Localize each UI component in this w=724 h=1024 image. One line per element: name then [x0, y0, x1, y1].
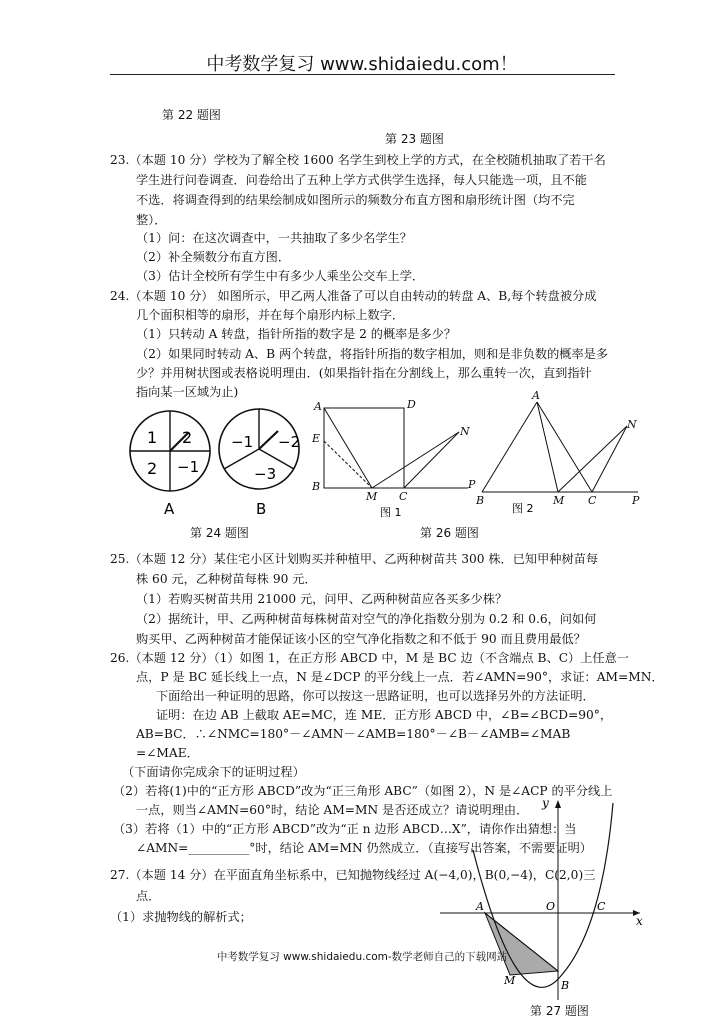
caption-fig26: 第 26 题图 [420, 526, 479, 540]
spinner-a [130, 411, 210, 518]
q26-sub3a: （3）若将（1）中的“正方形 ABCD”改为“正 n 边形 ABCD…X”，请你作出猜想：当 [113, 822, 577, 836]
q23-sub1: （1）问：在这次调查中，一共抽取了多少名学生？ [136, 231, 412, 245]
spinner-b-num2: −2 [278, 433, 301, 451]
spinner-b-num1: −1 [231, 433, 254, 451]
q24-line2: 几个面积相等的扇形，并在每个扇形内标上数字． [136, 308, 405, 322]
svg-text:C: C [597, 900, 606, 913]
q24-sub1: （1）只转动 A 转盘，指针所指的数字是 2 的概率是多少？ [136, 327, 457, 341]
svg-text:P: P [632, 494, 640, 507]
svg-text:E: E [312, 432, 321, 445]
q26-sub2b: 一点，则当∠AMN=60°时，结论 AM=MN 是否还成立？请说明理由． [136, 803, 529, 817]
caption-fig24: 第 24 题图 [190, 526, 249, 540]
svg-text:M: M [504, 974, 516, 987]
q23-line3: 不选．将调查得到的结果绘制成如图所示的频数分布直方图和扇形统计图（均不完 [136, 193, 575, 207]
q26-sub2a: （2）若将(1)中的“正方形 ABCD”改为“正三角形 ABC”（如图 2），N 是∠ACP 的平分线上 [113, 784, 613, 798]
svg-text:A: A [476, 900, 484, 913]
svg-text:P: P [468, 478, 476, 491]
caption-fig23: 第 23 题图 [385, 132, 444, 146]
svg-text:B: B [476, 494, 485, 507]
svg-text:A: A [532, 390, 540, 402]
q25-sub2a: （2）据统计，甲、乙两种树苗每株树苗对空气的净化指数分别为 0.2 和 0.6，问如何 [136, 612, 597, 626]
svg-text:B: B [312, 480, 321, 493]
q24-sub2b: 少？并用树状图或表格说明理由．(如果指针指在分割线上，那么重转一次，直到指针 [136, 366, 592, 380]
spinner-a-label: A [164, 500, 175, 518]
svg-text:D: D [407, 398, 416, 411]
q26-line7: （下面请你完成余下的证明过程） [122, 765, 305, 779]
svg-text:C: C [399, 490, 408, 503]
svg-text:C: C [588, 494, 597, 507]
spinner-a-num1: 1 [147, 428, 158, 447]
q23-line1: 23.（本题 10 分）学校为了解全校 1600 名学生到校上学的方式，在全校随机抽取了若干名 [110, 153, 606, 167]
spinner-b-num3: −3 [254, 465, 277, 483]
q27-line1: 27.（本题 14 分）在平面直角坐标系中，已知抛物线经过 A(−4,0)，B(0,−4)，C(2,0)三 [110, 868, 596, 882]
fig27-parabola [440, 795, 654, 1000]
spinner-b-pointer [259, 431, 278, 449]
spinner-a-num2: 2 [182, 428, 193, 447]
svg-text:A: A [314, 400, 322, 413]
svg-text:M: M [366, 490, 378, 503]
q26-line1: 26.（本题 12 分）（1）如图 1，在正方形 ABCD 中，M 是 BC 边（不含端点 B、C）上任意一 [110, 651, 629, 665]
svg-text:x: x [636, 914, 643, 928]
q26-line4: 证明：在边 AB 上截取 AE=MC，连 ME．正方形 ABCD 中，∠B=∠BCD=90°， [156, 708, 613, 722]
page-header: 中考数学复习 www.shidaiedu.com！ [206, 54, 518, 75]
q27-sub1: （1）求抛物线的解析式； [110, 910, 252, 924]
caption-fig2: 图 2 [512, 502, 534, 515]
spinner-b-label: B [256, 500, 267, 518]
q24-sub2a: （2）如果同时转动 A、B 两个转盘，将指针所指的数字相加，则和是非负数的概率是多 [136, 347, 609, 361]
svg-text:B: B [561, 979, 570, 992]
page-footer: 中考数学复习 www.shidaiedu.com-数学老师自己的下载网站 [216, 951, 508, 963]
svg-text:N: N [460, 425, 470, 438]
svg-text:O: O [546, 900, 556, 913]
q24-sub2c: 指向某一区域为止) [136, 385, 239, 399]
q26-sub3b: ∠AMN=__________°时，结论 AM=MN 仍然成立．（直接写出答案，不需要证明） [136, 841, 592, 855]
q24-line1: 24.（本题 10 分） 如图所示，甲乙两人准备了可以自由转动的转盘 A、B,每个转盘被分成 [110, 289, 597, 303]
caption-fig1: 图 1 [380, 506, 402, 519]
q26-line2: 点，P 是 BC 延长线上一点，N 是∠DCP 的平分线上一点．若∠AMN=90°，求证：AM=MN． [136, 670, 664, 684]
q23-sub2: （2）补全频数分布直方图． [136, 250, 291, 264]
q26-line5: AB=BC．∴∠NMC=180°－∠AMN－∠AMB=180°－∠B－∠AMB=∠MAB [136, 727, 571, 741]
header-rule [110, 74, 615, 75]
svg-text:N: N [627, 418, 637, 431]
q25-sub2b: 购买甲、乙两种树苗才能保证该小区的空气净化指数之和不低于 90 而且费用最低？ [136, 632, 586, 646]
fig26-2 [475, 390, 640, 507]
fig26-1 [311, 398, 476, 503]
q25-line2: 株 60 元，乙种树苗每株 90 元． [136, 572, 317, 586]
svg-text:M: M [553, 494, 565, 507]
q26-line6: =∠MAE． [136, 746, 199, 760]
q25-sub1: （1）若购买树苗共用 21000 元，问甲、乙两种树苗应各买多少株？ [136, 592, 508, 606]
q26-line3: 下面给出一种证明的思路，你可以按这一思路证明，也可以选择另外的方法证明． [156, 689, 595, 703]
q25-line1: 25.（本题 12 分）某住宅小区计划购买并种植甲、乙两种树苗共 300 株．已知甲种树苗每 [110, 552, 599, 566]
figures-24-26 [110, 390, 655, 530]
spinner-b [219, 409, 300, 518]
caption-fig22: 第 22 题图 [162, 108, 221, 122]
caption-fig27: 第 27 题图 [530, 1004, 589, 1018]
svg-text:y: y [542, 796, 549, 810]
q27-line2: 点． [136, 889, 161, 903]
spinner-a-num4: −1 [177, 458, 200, 476]
q23-sub3: （3）估计全校所有学生中有多少人乘坐公交车上学． [136, 269, 425, 283]
q23-line2: 学生进行问卷调查．问卷给出了五种上学方式供学生选择，每人只能选一项，且不能 [136, 173, 587, 187]
q23-line4: 整）． [136, 213, 167, 227]
spinner-a-num3: 2 [147, 459, 158, 478]
